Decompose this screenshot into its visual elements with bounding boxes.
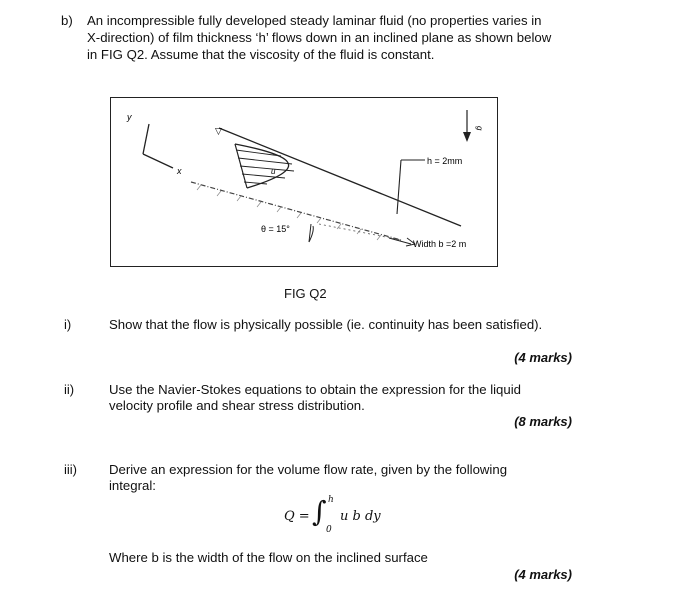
question-number: ii) (64, 382, 75, 397)
question-line: integral: (109, 478, 156, 493)
intro-line: X-direction) of film thickness ‘h’ flows down in an inclined plane as shown below (87, 30, 552, 45)
velocity-label: u (271, 167, 276, 176)
intro-paragraph (61, 12, 584, 63)
inclined-plane-diagram (111, 98, 497, 266)
marks-label: (8 marks) (514, 414, 572, 429)
velocity-profile (235, 144, 294, 188)
question-line: Use the Navier-Stokes equations to obtain the expression for the liquid (109, 382, 521, 397)
marks-label: (4 marks) (514, 350, 572, 365)
angle-label: θ = 15° (261, 224, 290, 234)
inclined-wall (191, 182, 401, 240)
intro-line: in FIG Q2. Assume that the viscosity of the fluid is constant. (87, 47, 435, 62)
intro-line: An incompressible fully developed steady laminar fluid (no properties varies in (87, 13, 542, 28)
coordinate-axes (126, 112, 182, 176)
question-number: i) (64, 317, 72, 332)
formula-integrand: u b dy (340, 509, 381, 524)
figure-q2 (110, 97, 498, 267)
part-label: b) (61, 13, 73, 28)
flow-rate-formula (284, 495, 404, 539)
thickness-label: h = 2mm (427, 156, 463, 166)
question-line: velocity profile and shear stress distribution. (109, 398, 365, 413)
question-text (109, 382, 589, 414)
question-text (109, 462, 577, 494)
gravity-arrow (463, 110, 484, 142)
y-axis-label: y (127, 112, 132, 122)
gravity-label: g (475, 126, 484, 131)
integral-sign-icon: ∫ (312, 495, 327, 528)
integral-upper-limit: h (328, 495, 334, 505)
figure-caption: FIG Q2 (284, 286, 327, 301)
integral-lower-limit: 0 (326, 525, 332, 535)
width-label: Width b =2 m (413, 239, 467, 249)
formula-lhs: Q = (284, 509, 310, 524)
angle-indicator (261, 224, 401, 242)
free-surface-symbol: ▽ (215, 126, 222, 136)
thickness-indicator (397, 156, 462, 214)
question-note: Where b is the width of the flow on the inclined surface (109, 550, 428, 565)
marks-label: (4 marks) (514, 567, 572, 582)
question-line: Show that the flow is physically possible (ie. continuity has been satisfied). (109, 317, 543, 332)
question-line: Derive an expression for the volume flow rate, given by the following (109, 462, 508, 477)
question-number: iii) (64, 462, 77, 477)
question-text (109, 317, 589, 333)
film-free-surface (219, 128, 461, 226)
x-axis-label: x (177, 166, 182, 176)
